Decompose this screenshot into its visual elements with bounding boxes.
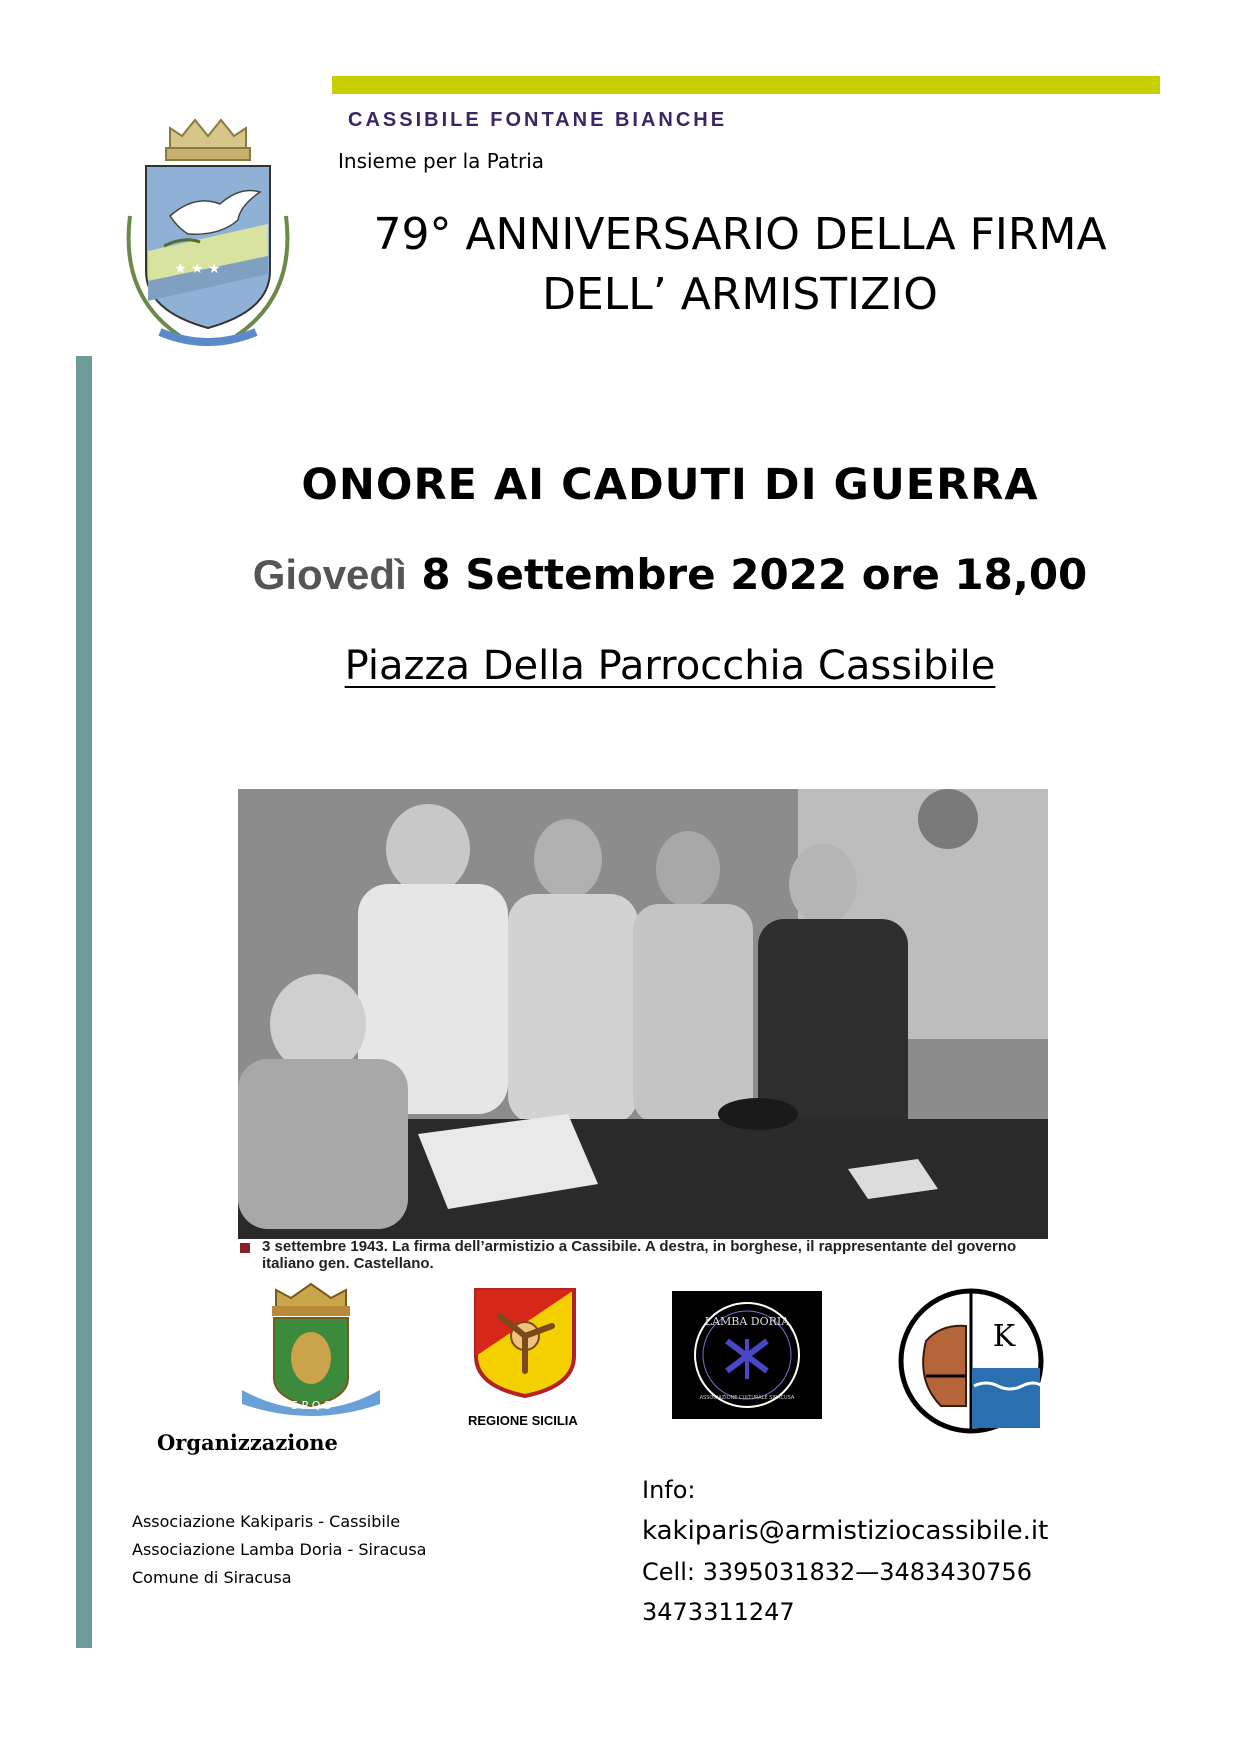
page-title (340, 205, 1140, 325)
regione-sicilia-label: REGIONE SICILIA (468, 1413, 578, 1428)
organizer-item: Associazione Kakiparis - Cassibile (132, 1512, 401, 1531)
spqs-crest-logo (236, 1278, 386, 1418)
top-accent-bar (332, 76, 1160, 94)
cassibile-crest-logo (100, 96, 316, 346)
motto: Insieme per la Patria (338, 149, 545, 173)
left-accent-bar (76, 356, 92, 1648)
organizer-item: Associazione Lamba Doria - Siracusa (132, 1540, 427, 1559)
title-line-1: 79° ANNIVERSARIO DELLA FIRMA (373, 209, 1107, 260)
event-day: Giovedì (252, 551, 407, 598)
event-place-text: Piazza Della Parrocchia Cassibile (344, 643, 996, 689)
event-headline: ONORE AI CADUTI DI GUERRA (301, 460, 1039, 510)
svg-text:★ ★ ★: ★ ★ ★ (174, 261, 221, 277)
spqs-text: S P Q S (291, 1399, 331, 1412)
title-line-2: DELL’ ARMISTIZIO (542, 269, 938, 320)
regione-sicilia-logo (470, 1286, 580, 1398)
historic-photo (238, 789, 1048, 1239)
info-email: kakiparis@armistiziocassibile.it (642, 1516, 1049, 1546)
organizers-list (132, 1508, 426, 1592)
photo-caption: 3 settembre 1943. La firma dell’armistizio a Cassibile. A destra, in borghese, il rappresentante del governo italiano gen. Castellano. (262, 1238, 1017, 1272)
organizer-item: Comune di Siracusa (132, 1568, 292, 1587)
lamba-doria-logo (672, 1291, 822, 1419)
info-phone: 3473311247 (642, 1598, 795, 1626)
association-name: CASSIBILE FONTANE BIANCHE (348, 109, 728, 131)
event-date-time: 8 Settembre 2022 ore 18,00 (421, 550, 1088, 599)
organizzazione-heading: Organizzazione (157, 1430, 338, 1455)
kakiparis-logo (896, 1286, 1046, 1436)
info-block (642, 1476, 1048, 1638)
caption-marker (240, 1243, 250, 1253)
info-cell: Cell: 3395031832—3483430756 (642, 1558, 1032, 1586)
kakiparis-letter: K (992, 1319, 1016, 1354)
info-label: Info: (642, 1476, 696, 1504)
event-place (120, 643, 1220, 689)
lamba-doria-top-text: LAMBA DORIA (704, 1315, 790, 1328)
lamba-doria-bottom-text: ASSOCIAZIONE CULTURALE SIRACUSA (699, 1395, 795, 1401)
event-date (120, 550, 1220, 599)
